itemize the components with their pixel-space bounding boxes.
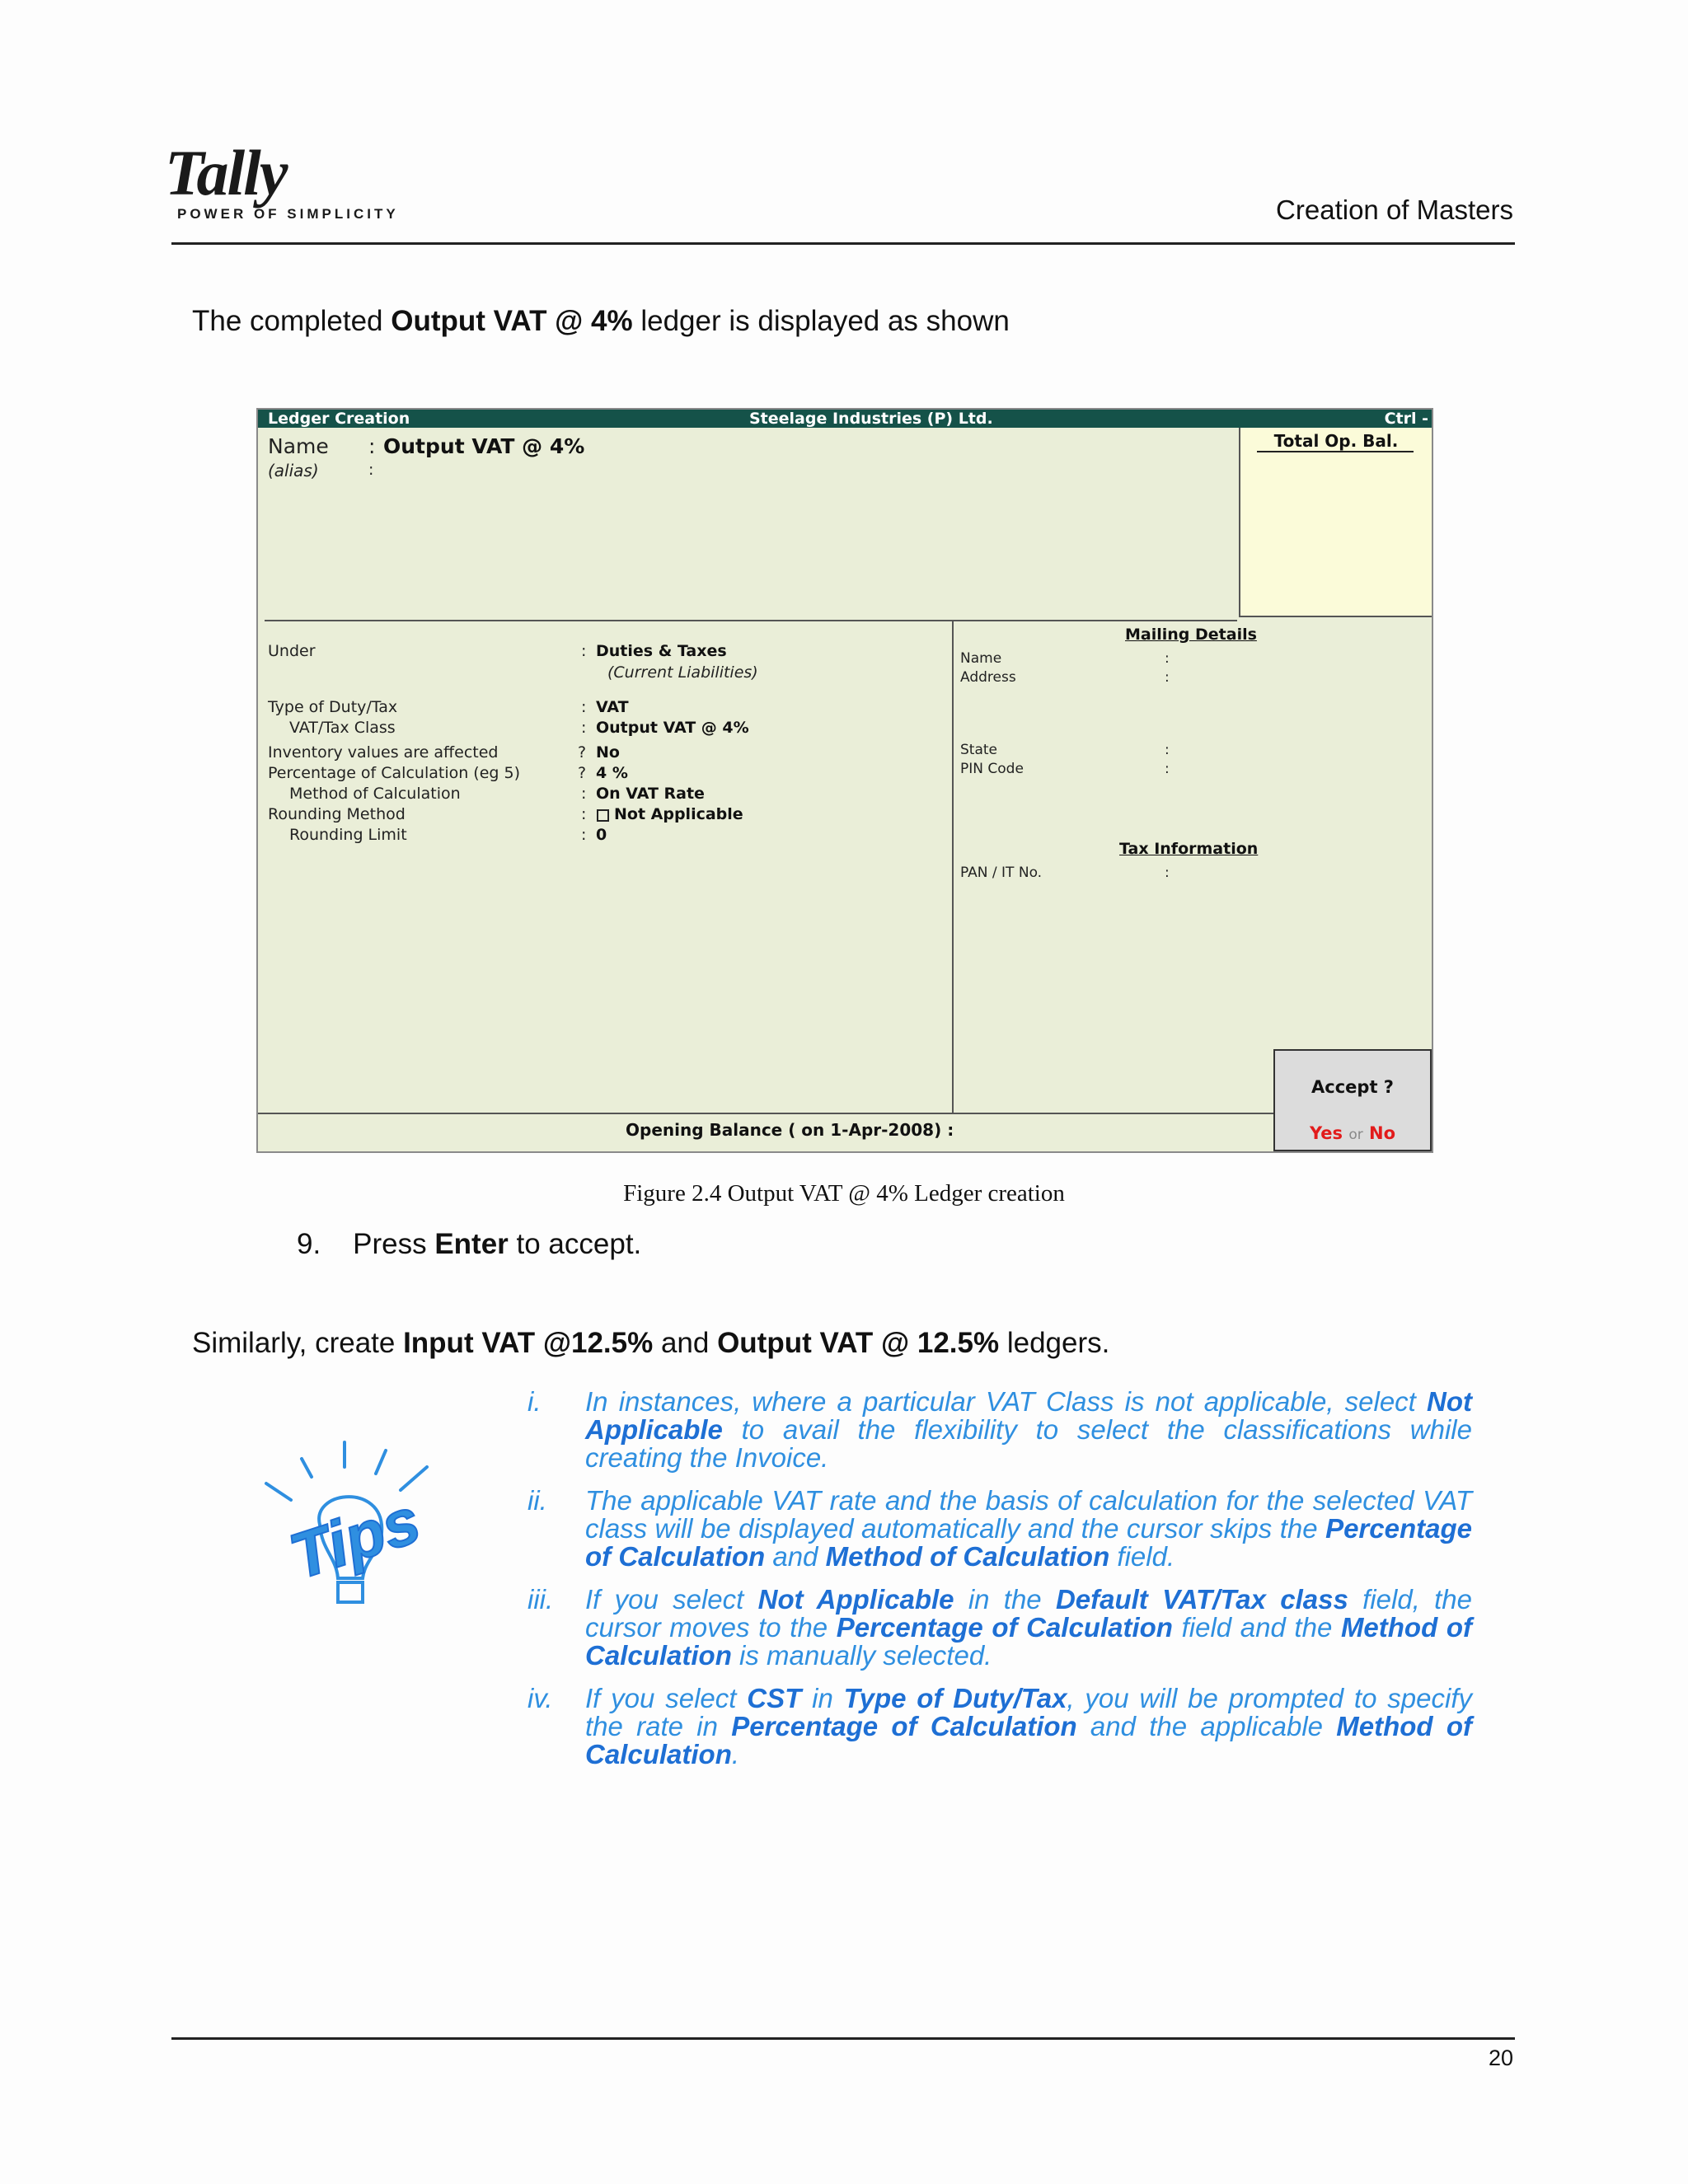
tip-item bbox=[528, 1586, 1472, 1670]
mailing-address-label: Address bbox=[960, 669, 1016, 686]
field-value-percentage[interactable]: 4 % bbox=[596, 764, 628, 782]
tip-emphasis: CST bbox=[747, 1683, 802, 1713]
similarly-paragraph bbox=[192, 1327, 1109, 1360]
tip-item bbox=[528, 1487, 1472, 1571]
similarly-bold-2: Output VAT @ 12.5% bbox=[717, 1327, 1000, 1359]
intro-bold: Output VAT @ 4% bbox=[391, 305, 633, 337]
tip-emphasis: Method of Calculation bbox=[585, 1711, 1472, 1769]
name-label: Name bbox=[268, 434, 329, 458]
pan-sep: : bbox=[1165, 865, 1170, 881]
field-sep-percentage: ? bbox=[578, 764, 587, 782]
step-9-bold: Enter bbox=[434, 1228, 509, 1260]
total-op-bal-underline bbox=[1257, 451, 1414, 452]
pan-label: PAN / IT No. bbox=[960, 865, 1043, 881]
field-value-type-of-duty[interactable]: VAT bbox=[596, 698, 629, 716]
intro-post: ledger is displayed as shown bbox=[632, 305, 1010, 337]
field-value-rounding-limit[interactable]: 0 bbox=[596, 826, 607, 844]
tip-emphasis: Method of Calculation bbox=[585, 1612, 1473, 1671]
mailing-pin-label: PIN Code bbox=[960, 761, 1024, 777]
field-sep-inventory: ? bbox=[578, 743, 587, 762]
tip-emphasis: Not Applicable bbox=[585, 1386, 1472, 1445]
tip-text: In instances, where a particular VAT Class is not applicable, select Not Applicable to avail the flexibility to select the classifications while creating the Invoice. bbox=[585, 1386, 1472, 1473]
field-value-method[interactable]: On VAT Rate bbox=[596, 785, 705, 803]
alias-label: (alias) bbox=[268, 461, 319, 480]
footer-rule bbox=[171, 2037, 1515, 2040]
logo-tagline: POWER OF SIMPLICITY bbox=[177, 206, 399, 222]
tally-logo: Tally bbox=[165, 137, 287, 209]
tip-emphasis: Not Applicable bbox=[757, 1584, 954, 1615]
tip-item bbox=[528, 1685, 1472, 1769]
accept-options bbox=[1275, 1123, 1430, 1143]
step-9-post: to accept. bbox=[508, 1228, 642, 1260]
opening-balance-label: Opening Balance ( on 1-Apr-2008) : bbox=[626, 1120, 954, 1140]
bottom-divider bbox=[258, 1113, 1276, 1114]
similarly-bold-1: Input VAT @12.5% bbox=[403, 1327, 654, 1359]
tip-emphasis: Type of Duty/Tax bbox=[843, 1683, 1067, 1713]
titlebar-left: Ledger Creation bbox=[268, 410, 410, 428]
name-value[interactable]: Output VAT @ 4% bbox=[383, 434, 585, 458]
checkbox-icon bbox=[597, 809, 609, 822]
ledger-creation-screenshot bbox=[256, 408, 1433, 1153]
tip-number: ii. bbox=[528, 1485, 547, 1516]
section-title: Creation of Masters bbox=[1276, 194, 1513, 225]
field-label-type-of-duty: Type of Duty/Tax bbox=[268, 698, 398, 716]
field-label-inventory: Inventory values are affected bbox=[268, 743, 499, 762]
field-sep-rounding-method: : bbox=[581, 805, 587, 823]
field-sep-type-of-duty: : bbox=[581, 698, 587, 716]
titlebar-company: Steelage Industries (P) Ltd. bbox=[749, 410, 993, 428]
accept-dialog bbox=[1273, 1049, 1432, 1151]
tip-text: The applicable VAT rate and the basis of calculation for the selected VAT class will be displayed automatically and the cursor skips the Percentage of Calculation and Method of Calculation field. bbox=[585, 1485, 1472, 1572]
mailing-name-label: Name bbox=[960, 650, 1002, 667]
field-label-percentage: Percentage of Calculation (eg 5) bbox=[268, 764, 521, 782]
tip-number: i. bbox=[528, 1386, 542, 1417]
tip-emphasis: Percentage of Calculation bbox=[585, 1513, 1472, 1572]
mailing-state-sep: : bbox=[1165, 742, 1170, 758]
vertical-divider bbox=[952, 620, 954, 1113]
field-value-rounding-method[interactable]: Not Applicable bbox=[614, 805, 743, 823]
tax-information-title: Tax Information bbox=[1119, 840, 1259, 858]
similarly-pre: Similarly, create bbox=[192, 1327, 404, 1359]
tip-text: If you select Not Applicable in the Default VAT/Tax class field, the cursor moves to the Percentage of Calculation field and the Method of Calculation is manually selected. bbox=[585, 1584, 1473, 1671]
page-number: 20 bbox=[1488, 2046, 1513, 2070]
tip-emphasis: Method of Calculation bbox=[825, 1541, 1110, 1572]
field-value-inventory[interactable]: No bbox=[596, 743, 620, 762]
divider bbox=[265, 620, 1237, 621]
mailing-address-sep: : bbox=[1165, 669, 1170, 686]
field-value-under[interactable]: Duties & Taxes bbox=[596, 642, 727, 660]
step-9-number: 9. bbox=[297, 1228, 321, 1260]
tip-emphasis: Percentage of Calculation bbox=[731, 1711, 1077, 1741]
field-sep-under: : bbox=[581, 642, 587, 660]
field-label-rounding-method: Rounding Method bbox=[268, 805, 406, 823]
titlebar-right: Ctrl - bbox=[1384, 410, 1428, 428]
tips-lightbulb-icon bbox=[262, 1434, 435, 1615]
accept-no-button[interactable]: No bbox=[1369, 1123, 1396, 1143]
accept-or: or bbox=[1348, 1127, 1363, 1143]
header-rule bbox=[171, 242, 1515, 245]
accept-yes-button[interactable]: Yes bbox=[1309, 1123, 1343, 1143]
mailing-state-label: State bbox=[960, 742, 997, 758]
field-sep-rounding-limit: : bbox=[581, 826, 587, 844]
figure-caption: Figure 2.4 Output VAT @ 4% Ledger creation bbox=[623, 1180, 1065, 1207]
tips-icon-label: Tips bbox=[281, 1483, 429, 1593]
step-9 bbox=[297, 1228, 641, 1261]
field-label-method: Method of Calculation bbox=[289, 785, 461, 803]
intro-paragraph bbox=[192, 305, 1010, 338]
similarly-mid: and bbox=[653, 1327, 718, 1359]
tip-emphasis: Percentage of Calculation bbox=[836, 1612, 1173, 1643]
field-value-vat-class[interactable]: Output VAT @ 4% bbox=[596, 719, 749, 737]
mailing-details-title: Mailing Details bbox=[1125, 626, 1257, 644]
tip-text: If you select CST in Type of Duty/Tax, you will be prompted to specify the rate in Percentage of Calculation and the applicable Method of Calculation. bbox=[585, 1683, 1473, 1769]
tip-number: iv. bbox=[528, 1683, 553, 1713]
mailing-name-sep: : bbox=[1165, 650, 1170, 667]
field-sep-method: : bbox=[581, 785, 587, 803]
field-sep-vat-class: : bbox=[581, 719, 587, 737]
total-op-bal-panel bbox=[1239, 428, 1432, 617]
field-value-group-note: (Current Liabilities) bbox=[607, 663, 758, 682]
accept-question: Accept ? bbox=[1311, 1077, 1394, 1097]
screenshot-titlebar bbox=[258, 410, 1432, 428]
field-label-vat-class: VAT/Tax Class bbox=[289, 719, 396, 737]
tip-emphasis: Default VAT/Tax class bbox=[1055, 1584, 1348, 1615]
total-op-bal-label: Total Op. Bal. bbox=[1273, 431, 1399, 451]
similarly-post: ledgers. bbox=[999, 1327, 1110, 1359]
field-label-under: Under bbox=[268, 642, 316, 660]
tip-number: iii. bbox=[528, 1584, 554, 1615]
name-sep: : bbox=[368, 434, 376, 458]
alias-sep: : bbox=[368, 461, 374, 479]
mailing-pin-sep: : bbox=[1165, 761, 1170, 777]
tip-item bbox=[528, 1388, 1472, 1472]
step-9-pre: Press bbox=[353, 1228, 435, 1260]
field-label-rounding-limit: Rounding Limit bbox=[289, 826, 407, 844]
intro-pre: The completed bbox=[192, 305, 392, 337]
